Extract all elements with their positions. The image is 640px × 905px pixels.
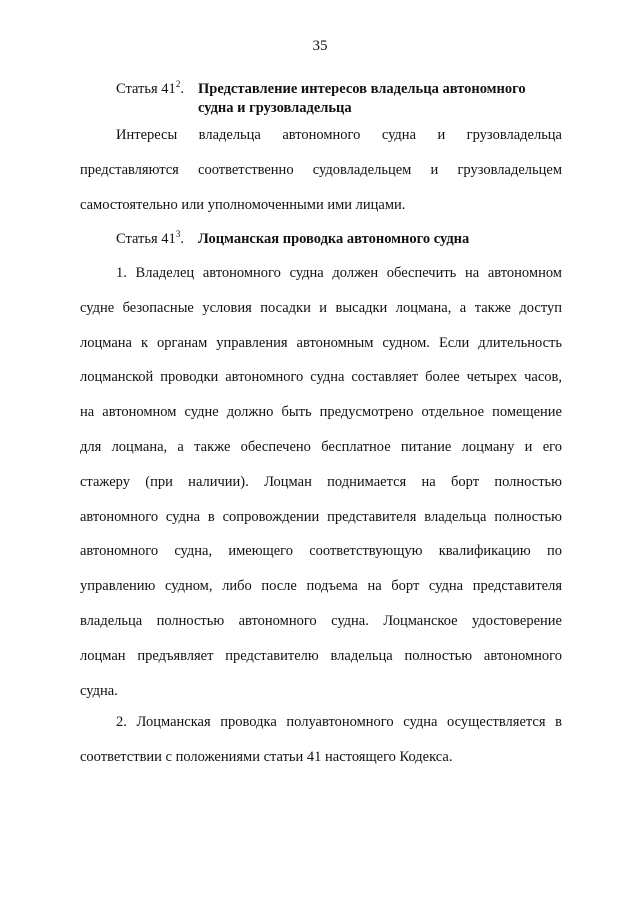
article-41-3-number — [116, 230, 198, 249]
text-line: 2. Лоцманская проводка полуавтономного судна осуществляется в — [116, 714, 562, 730]
text-line: лоцмана к органам управления автономным судном. Если длительность — [80, 334, 562, 351]
article-suffix: . — [180, 231, 184, 247]
article-41-2-body — [80, 118, 562, 222]
article-suffix: . — [180, 81, 184, 97]
text-line: для лоцмана, а также обеспечено бесплатное питание лоцману и его — [80, 438, 562, 455]
text-line: автономного судна в сопровождении представителя владельца полностью — [80, 508, 562, 525]
text-line: самостоятельно или уполномоченными ими лицами. — [80, 196, 406, 213]
article-41-2-heading — [116, 80, 566, 118]
text-line: представляются соответственно судовладельцем и грузовладельцем — [80, 161, 562, 178]
text-line: стажеру (при наличии). Лоцман поднимается на борт полностью — [80, 473, 562, 490]
article-41-2-title — [198, 80, 526, 118]
text-line: владельца полностью автономного судна. Лоцманское удостоверение — [80, 612, 562, 629]
article-superscript: 2 — [175, 79, 181, 89]
article-41-3-paragraph-2 — [80, 705, 562, 775]
text-line: судна. — [80, 682, 118, 699]
text-line: соответствии с положениями статьи 41 настоящего Кодекса. — [80, 748, 453, 765]
text-line: на автономном судне должно быть предусмотрено отдельное помещение — [80, 404, 562, 421]
text-line: автономного судна, имеющего соответствующую квалификацию по — [80, 543, 562, 560]
article-label: Статья 41 — [116, 231, 176, 247]
article-title-line: Представление интересов владельца автономного — [198, 81, 526, 97]
article-title-line: судна и грузовладельца — [198, 100, 352, 116]
text-line: управлению судном, либо после подъема на борт судна представителя — [80, 578, 562, 595]
article-41-3-title: Лоцманская проводка автономного судна — [198, 231, 470, 247]
article-label: Статья 41 — [116, 81, 176, 97]
article-superscript: 3 — [175, 229, 181, 239]
text-line: судне безопасные условия посадки и высадки лоцмана, а также доступ — [80, 299, 562, 316]
text-line: 1. Владелец автономного судна должен обеспечить на автономном — [116, 265, 562, 281]
text-line: лоцманской проводки автономного судна составляет более четырех часов, — [80, 369, 562, 386]
text-line: Интересы владельца автономного судна и грузовладельца — [116, 127, 562, 143]
text-line: лоцман предъявляет представителю владельца полностью автономного — [80, 647, 562, 664]
article-41-3-paragraph-1 — [80, 256, 562, 708]
article-41-2-number — [116, 80, 198, 118]
article-41-3-heading — [116, 230, 566, 249]
page-number: 35 — [312, 38, 328, 54]
